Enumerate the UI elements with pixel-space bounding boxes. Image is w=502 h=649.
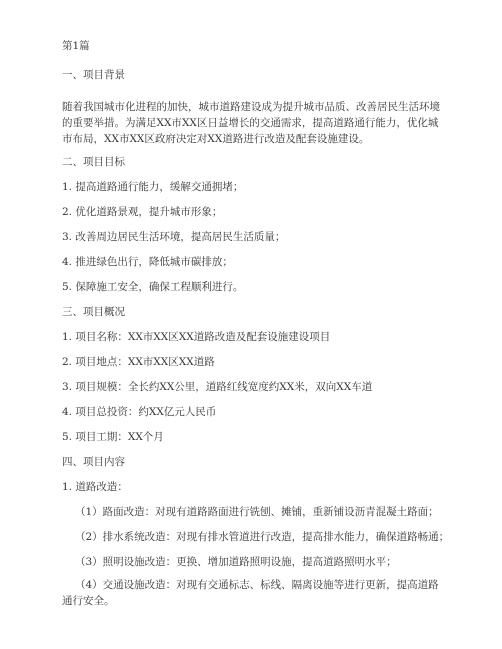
section-heading-content: 四、项目内容 [62, 456, 125, 468]
overview-item: 5. 项目工期：XX个月 [62, 431, 164, 443]
content-item: 1. 道路改造： [62, 481, 128, 493]
content-subitem: （1）路面改造：对现有道路路面进行铣刨、摊铺，重新铺设沥青混凝土路面； [75, 506, 439, 518]
content-subitem: （3）照明设施改造：更换、增加道路照明设施，提高道路照明水平； [75, 556, 397, 568]
overview-item: 4. 项目总投资：约XX亿元人民币 [62, 406, 217, 418]
overview-item: 1. 项目名称：XX市XX区XX道路改造及配套设施建设项目 [62, 331, 331, 343]
document-title: 第1篇 [62, 40, 90, 52]
section-heading-background: 一、项目背景 [62, 69, 125, 81]
goal-item: 1. 提高道路通行能力，缓解交通拥堵； [62, 181, 244, 193]
overview-item: 3. 项目规模：全长约XX公里，道路红线宽度约XX米，双向XX车道 [62, 381, 373, 393]
goal-item: 4. 推进绿色出行，降低城市碳排放； [62, 256, 233, 268]
goal-item: 2. 优化道路景观，提升城市形象； [62, 206, 223, 218]
goal-item: 5. 保障施工安全，确保工程顺利进行。 [62, 281, 244, 293]
content-subitem: （4）交通设施改造：对现有交通标志、标线、隔离设施等进行更新，提高道路通行安全。 [62, 579, 439, 607]
background-paragraph: 随着我国城市化进程的加快，城市道路建设成为提升城市品质、改善居民生活环境的重要举措。为满足XX市XX区日益增长的交通需求，提高道路通行能力，优化城市布局，XX市XX区政府决定对XX道路进行改造及配套设施建设。 [62, 101, 440, 145]
section-heading-overview: 三、项目概况 [62, 306, 125, 318]
content-subitem: （2）排水系统改造：对现有排水管道进行改造，提高排水能力，确保道路畅通； [75, 531, 450, 543]
overview-item: 2. 项目地点：XX市XX区XX道路 [62, 356, 215, 368]
section-heading-goals: 二、项目目标 [62, 156, 125, 168]
goal-item: 3. 改善周边居民生活环境，提高居民生活质量； [62, 231, 286, 243]
